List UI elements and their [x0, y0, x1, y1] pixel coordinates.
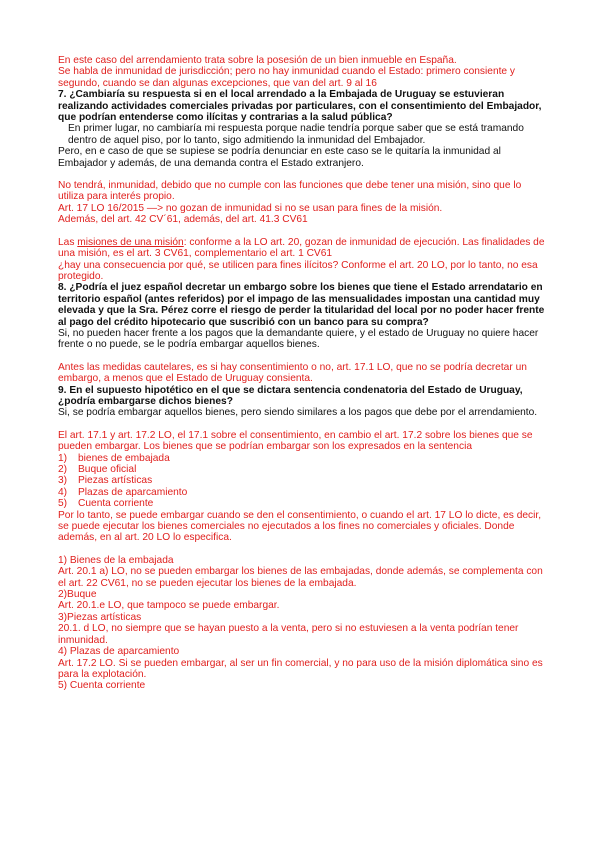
goods-outro: Por lo tanto, se puede embargar cuando se den el consentimiento, o cuando el art. 17 LO lo dicte, es decir, se puede ejecutar los bienes comerciales no ejecutados a los fines no comerciales y oficiales. Donde además, en al art. 20 LO lo especifica.: [58, 509, 542, 544]
paragraph: 9. En el supuesto hipotético en el que se dictara sentencia condenatoria del Estado de Uruguay, ¿podría embargarse dichos bienes?: [58, 384, 523, 407]
missions-underlined-term: misiones de una misión: [77, 236, 184, 248]
paragraph: 5) Cuenta corriente: [58, 680, 146, 692]
section-question-9: [58, 362, 549, 419]
paragraph: Además, del art. 42 CV´61, además, del art. 41.3 CV61: [58, 214, 308, 226]
paragraph: Art. 17.2 LO. Si se pueden embargar, al ser un fin comercial, y no para uso de la misión diplomática sino es para la explotación.: [58, 657, 543, 680]
paragraph: Art. 17 LO 16/2015 —> no gozan de inmunidad si no se usan para fines de la misión.: [58, 202, 443, 214]
list-number: 3): [58, 475, 68, 487]
paragraph: En primer lugar, no cambiaría mi respuesta porque nadie tendría porque saber que se está tramando dentro de aquel piso, por lo tanto, sigo admitiendo la inmunidad del Embajador.: [68, 123, 524, 146]
paragraph: 2)Buque: [58, 589, 97, 601]
list-text: Piezas artísticas: [78, 475, 153, 487]
paragraph: En este caso del arrendamiento trata sobre la posesión de un bien inmueble en España.: [58, 55, 457, 66]
section-goods-detail: [58, 555, 549, 692]
section-illicit-use: [58, 180, 549, 226]
list-item: [58, 453, 549, 464]
list-item: [58, 498, 549, 509]
paragraph: Art. 20.1.e LO, que tampoco se puede embargar.: [58, 600, 280, 612]
paragraph: 4) Plazas de aparcamiento: [58, 646, 180, 658]
paragraph: Si, se podría embargar aquellos bienes, pero siendo similares a los pagos que debe por el arrendamiento.: [58, 407, 538, 419]
section-question-7: [58, 55, 549, 169]
list-text: bienes de embajada: [78, 452, 170, 464]
list-number: 2): [58, 464, 68, 475]
goods-intro: El art. 17.1 y art. 17.2 LO, el 17.1 sobre el consentimiento, en cambio el art. 17.2 sobre los bienes que se pueden embargar. Los bienes que se podrían embargar son los expresados en la sentencia: [58, 429, 533, 453]
list-text: Cuenta corriente: [78, 498, 154, 510]
list-text: Plazas de aparcamiento: [78, 486, 188, 498]
paragraph: No tendrá, inmunidad, debido que no cumple con las funciones que debe tener una misión, sino que lo utiliza para interés propio.: [58, 180, 522, 203]
paragraph: 8. ¿Podría el juez español decretar un embargo sobre los bienes que tiene el Estado arrendatario en territorio español (antes referidos) por el impago de las mensualidades impostan una cantidad muy elevada y que la Sra. Pérez corre el riesgo de perder la titularidad del local por no poder hacer frente al pago del crédito hipotecario que suscribió con un banco para su compra?: [58, 282, 545, 328]
paragraph: Antes las medidas cautelares, es si hay consentimiento o no, art. 17.1 LO, que no se podría decretar un embargo, a menos que el Estado de Uruguay consienta.: [58, 361, 527, 385]
section-embargo-goods: [58, 430, 549, 544]
paragraph: Pero, en e caso de que se supiese se podría denunciar en este caso se le quitaría la inmunidad al Embajador y además, de una demanda contra el Estado extranjero.: [58, 146, 501, 169]
paragraph: Art. 20.1 a) LO, no se pueden embargar los bienes de las embajadas, donde además, se complementa con el art. 22 CV61, no se pueden ejecutar los bienes de la embajada.: [58, 566, 543, 589]
list-item: [58, 475, 549, 486]
list-item: [58, 464, 549, 475]
list-number: 5): [58, 498, 68, 510]
list-number: 4): [58, 486, 68, 498]
paragraph: Se habla de inmunidad de jurisdicción; pero no hay inmunidad cuando el Estado: primero consiente y segundo, cuando se dan algunas excepciones, que van del art. 9 al 16: [58, 66, 516, 89]
paragraph: 7. ¿Cambiaría su respuesta si en el local arrendado a la Embajada de Uruguay se estuvieran realizando actividades comerciales privadas por particulares, con el consentimiento del Embajador, que podrían entenderse como ilícitas y contrarias a la salud pública?: [58, 89, 542, 124]
goods-list: [58, 453, 549, 510]
paragraph: Si, no pueden hacer frente a los pagos que la demandante quiere, y el estado de Uruguay no quiere hacer frente o no puede, se le podría embargar aquellos bienes.: [58, 327, 539, 351]
paragraph: ¿hay una consecuencia por qué, se utilicen para fines ilícitos? Conforme el art. 20 LO, por lo tanto, no esa protegido.: [58, 259, 538, 282]
list-text: Buque oficial: [78, 464, 137, 475]
paragraph: 3)Piezas artísticas: [58, 611, 142, 623]
list-item: [58, 487, 549, 498]
list-number: 1): [58, 452, 68, 464]
section-missions: [58, 237, 549, 351]
missions-paragraph: Las misiones de una misión: conforme a la LO art. 20, gozan de inmunidad de ejecución. Las finalidades de una misión, es el art. 3 CV61, complementario el art. 1 CV61: [58, 236, 545, 260]
paragraph: 1) Bienes de la embajada: [58, 554, 174, 566]
paragraph: 20.1. d LO, no siempre que se hayan puesto a la venta, pero si no estuviesen a la venta podrían tener inmunidad.: [58, 623, 519, 646]
